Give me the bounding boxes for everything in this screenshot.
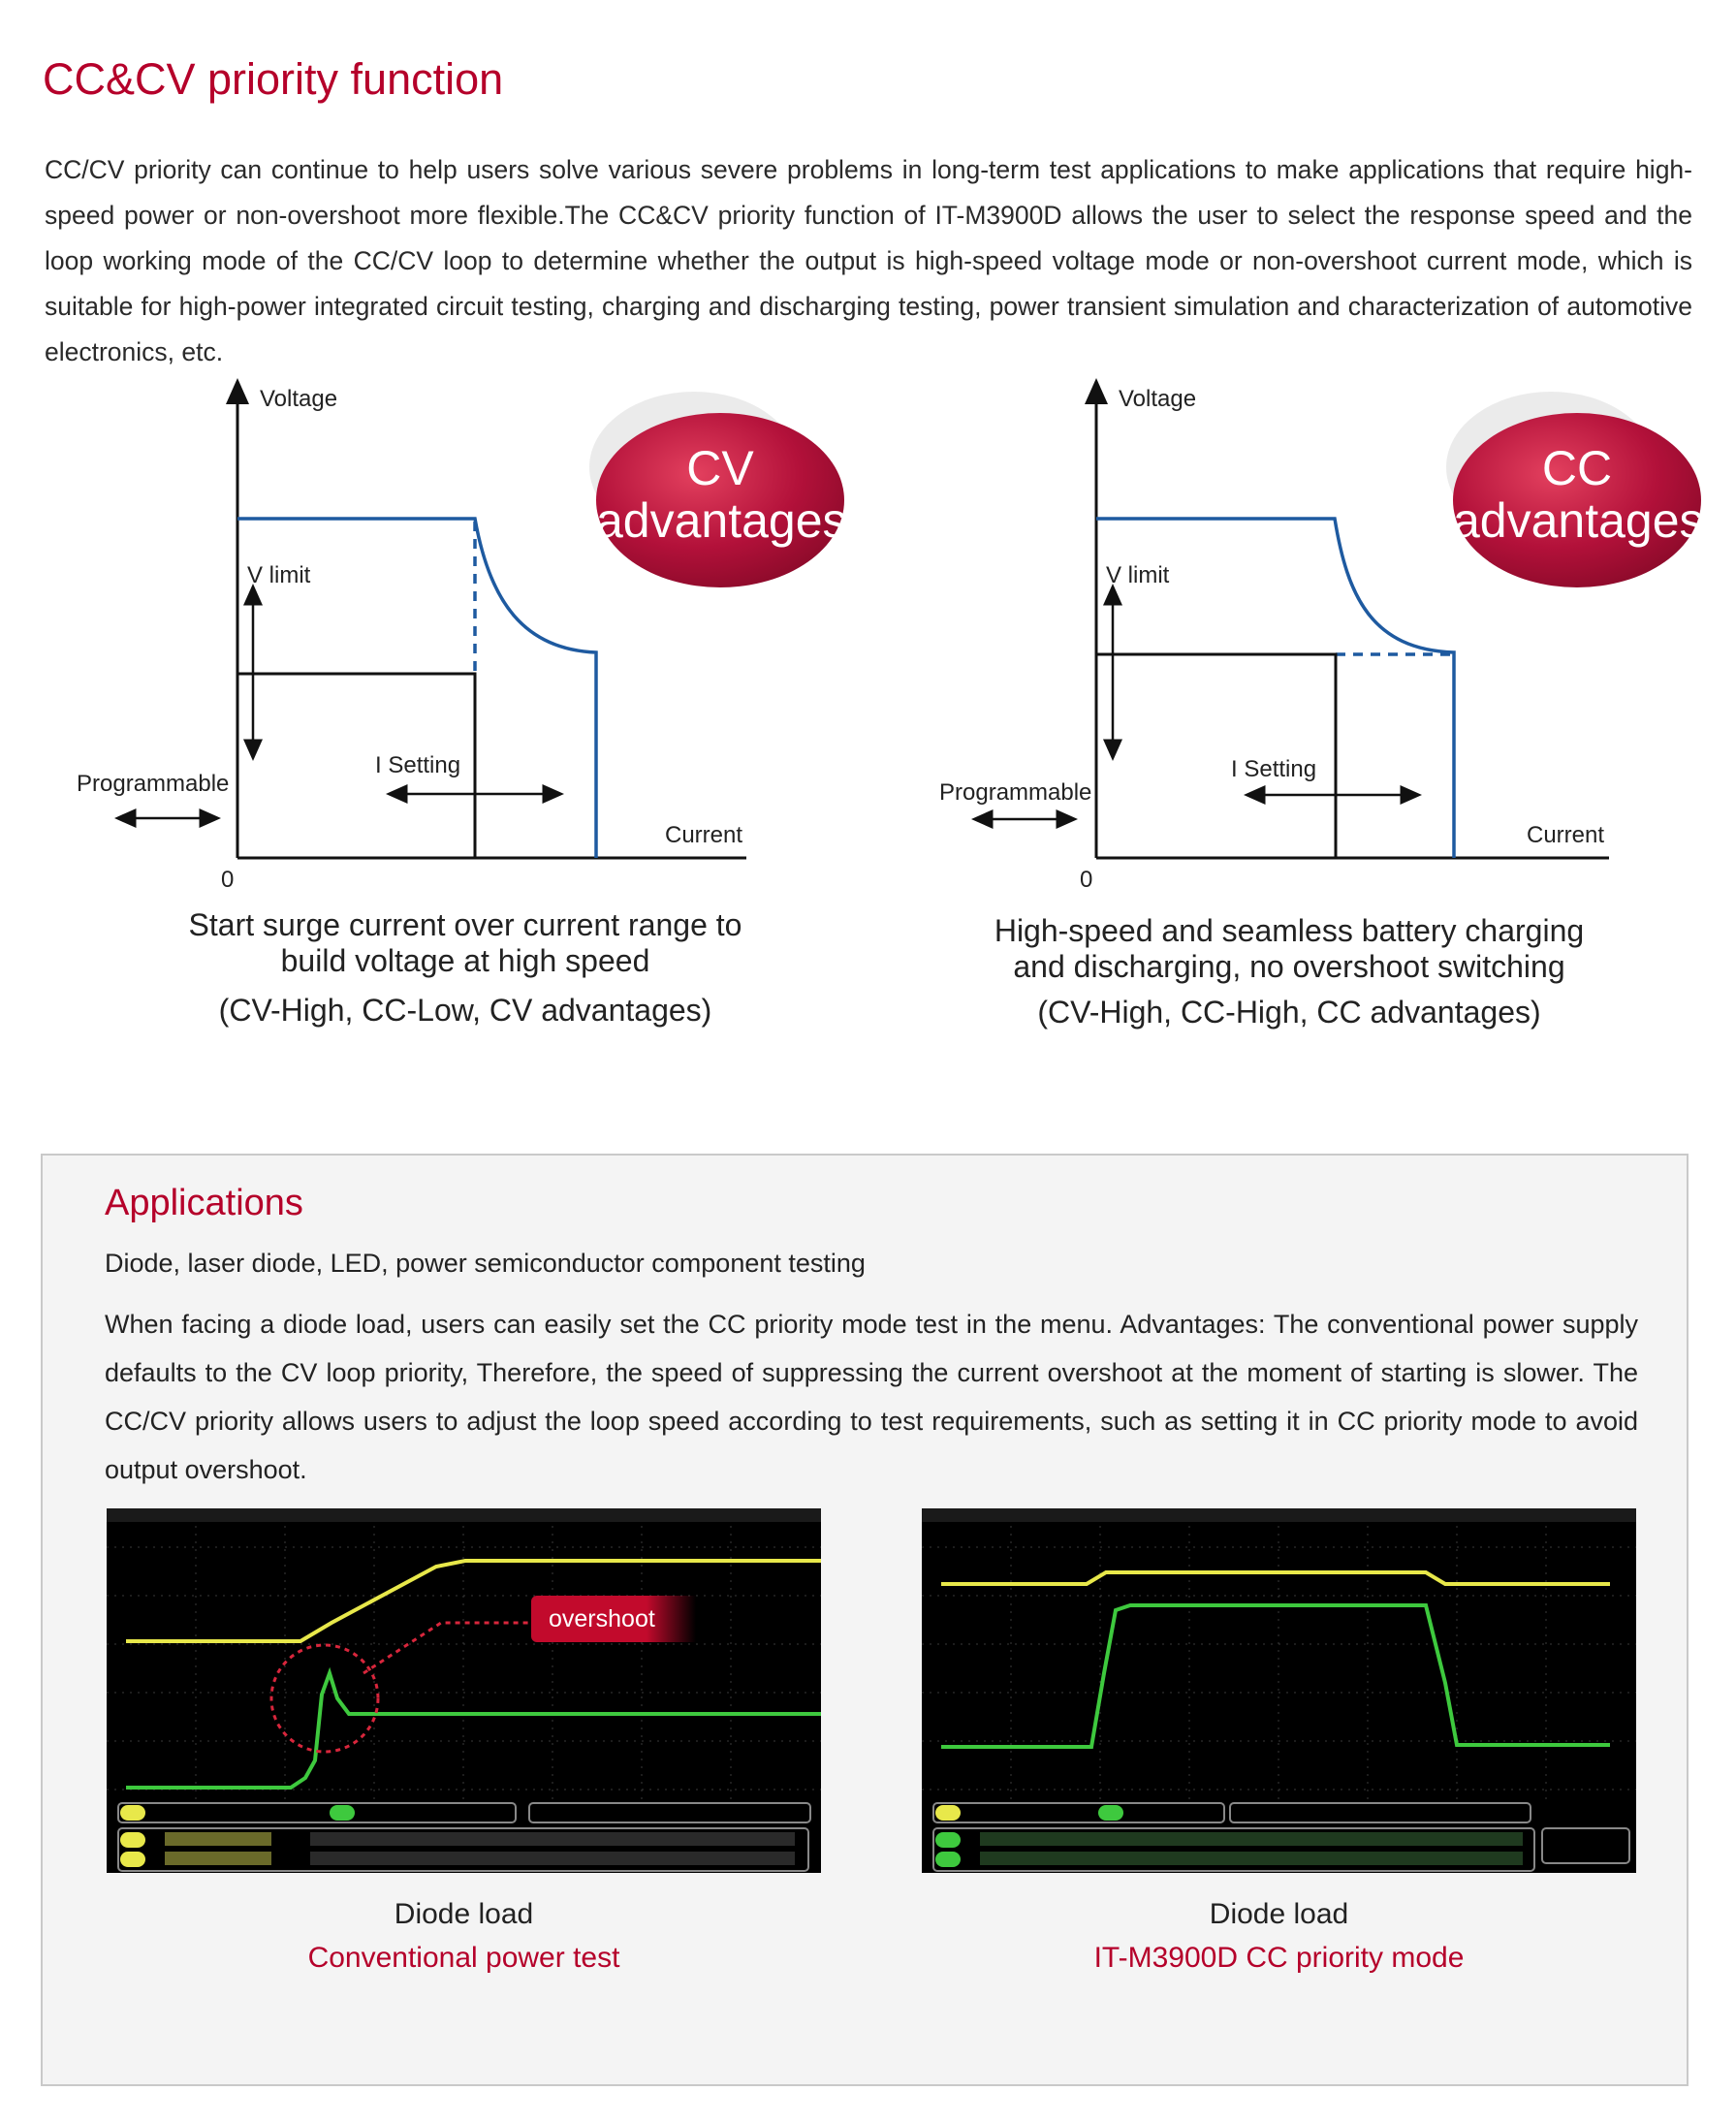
scope-caption-cc-title: Diode load	[1209, 1898, 1349, 1930]
origin-label: 0	[1080, 867, 1093, 893]
scope-conventional-graphic	[107, 1508, 821, 1873]
bubble-line-2: advantages	[1453, 493, 1704, 548]
v-limit-label: V limit	[1106, 562, 1170, 588]
scope-caption-conventional-title: Diode load	[394, 1898, 534, 1930]
y-axis-label: Voltage	[260, 386, 338, 412]
intro-paragraph: CC/CV priority can continue to help users solve various severe problems in long-term test applications to make applications that require high-speed power or non-overshoot more flexible.The CC&CV priority function of IT-M3900D allows the user to select the response speed and the loop working mode of the CC/CV loop to determine whether the output is high-speed voltage mode or non-overshoot current mode, which is suitable for high-power integrated circuit testing, charging and discharging testing, power transient simulation and characterization of automotive electronics, etc.	[45, 155, 1692, 366]
i-setting-label: I Setting	[1231, 756, 1317, 782]
bubble-line-2: advantages	[596, 493, 847, 548]
bubble-line-1: CC	[1541, 441, 1613, 495]
programmable-label: Programmable	[77, 771, 230, 797]
current-trace	[941, 1605, 1610, 1747]
page-title: CC&CV priority function	[43, 54, 504, 104]
cc-caption	[940, 913, 1638, 1030]
bubble-line-1: CV	[686, 441, 754, 495]
scope-caption-conventional-subtitle: Conventional power test	[307, 1942, 620, 1974]
v-limit-label: V limit	[247, 562, 311, 588]
caption-line-1: Start surge current over current range to	[188, 907, 742, 942]
cc-advantages-diagram	[863, 378, 1725, 1057]
caption-line-1: High-speed and seamless battery charging	[994, 913, 1585, 948]
programmable-label: Programmable	[939, 779, 1092, 806]
x-axis-label: Current	[665, 822, 743, 848]
i-setting-label: I Setting	[375, 752, 461, 778]
applications-title: Applications	[105, 1183, 303, 1223]
scope-cc-priority-graphic	[922, 1508, 1636, 1873]
oscilloscope-cc-priority	[922, 1508, 1636, 1873]
voltage-trace	[126, 1561, 821, 1641]
oscilloscope-conventional	[107, 1508, 821, 1873]
caption-line-3: (CV-High, CC-Low, CV advantages)	[218, 993, 712, 1028]
overshoot-circle	[271, 1645, 378, 1752]
cv-advantages-diagram	[0, 378, 863, 1057]
x-axis-label: Current	[1527, 822, 1605, 848]
scope-caption-cc-subtitle: IT-M3900D CC priority mode	[1093, 1942, 1465, 1974]
cv-caption	[116, 907, 814, 1029]
voltage-trace	[941, 1572, 1610, 1584]
applications-subtitle: Diode, laser diode, LED, power semiconductor component testing	[105, 1249, 866, 1278]
caption-line-3: (CV-High, CC-High, CC advantages)	[1037, 995, 1541, 1030]
caption-line-2: and discharging, no overshoot switching	[1013, 949, 1565, 984]
caption-line-2: build voltage at high speed	[280, 943, 650, 978]
applications-body: When facing a diode load, users can easily set the CC priority mode test in the menu. Advantages: The conventional power supply defaults to the CV loop priority, Therefore, the speed of suppressing the current overshoot at the moment of starting is slower. The CC/CV priority allows users to adjust the loop speed according to test requirements, such as setting it in CC priority mode to avoid output overshoot.	[105, 1310, 1638, 1484]
current-trace	[126, 1673, 821, 1788]
origin-label: 0	[221, 867, 235, 893]
overshoot-badge: overshoot	[531, 1596, 696, 1642]
bubble-text	[596, 441, 847, 548]
y-axis-label: Voltage	[1119, 386, 1197, 412]
bubble-text	[1453, 441, 1704, 548]
